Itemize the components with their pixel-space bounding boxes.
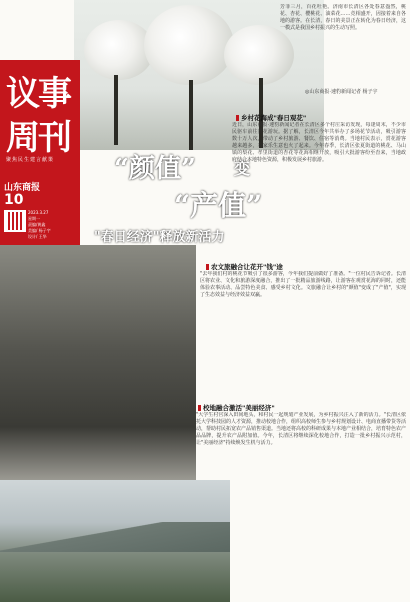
article-column-b: 近日，山东商报·速豹新闻记者在长清区多个村庄采访发现，每逢周末，不少市民驱车前往赏花游玩。据了解，长清区今年共举办了多场花节活动，吸引游客数十万人次，带动了乡村旅游、餐饮、住宿等消费。当地村民表示，赏花游客越来越多，农家乐生意也火了起来。今年春季，长清区张夏街道的桃花、马山镇的梨花、孝里街道的杏花等花海相继开放，吸引大批游客纷至沓来，当地政府结合本地特色资源，积极发展乡村旅游。 (232, 122, 406, 163)
section-heading-3: 校地融合激活"美丽经济" (198, 403, 275, 412)
masthead-title-line2: 周刊 (6, 118, 70, 158)
issue-number: 10 (4, 192, 24, 208)
section-marker (236, 115, 239, 121)
article-column-a: 芳菲三月，百花吐艳。济南市长清区各处春意盎然，桃花、杏花、樱桃花、油菜花……竞相盛开，因接着来自各地的游客。在长清，春日的美景正在转化为春日经济，这一模式是我国乡村振兴的生动写照。 (280, 4, 406, 31)
masthead-title-line1: 议事 (6, 74, 70, 114)
masthead-tagline: 聚焦民生建言献策 (6, 157, 55, 163)
section-marker (206, 264, 209, 270)
section-heading-2: 农文旅融合让花开"钱"途 (206, 262, 283, 271)
section-marker (198, 405, 201, 411)
headline-part2: “产值” (174, 189, 263, 222)
headline-subtitle: "春日经济"释放新活力 (94, 230, 225, 245)
tree-trunk (114, 75, 118, 145)
blossom-row-photo (0, 245, 196, 505)
paper-name: 山东商报 (4, 183, 41, 193)
issue-meta: 2023.3.27 星期一 责编/黄鑫 美编/ 杨子宇 设计/ 王华 (28, 210, 51, 239)
qr-code-icon[interactable] (4, 210, 26, 232)
headline-part1: “颜值” (114, 154, 196, 184)
blossom-tree (144, 5, 234, 85)
masthead (0, 60, 80, 245)
article-column-b2: "去年我们村的桃花节吸引了很多游客，今年我们提前做好了准备。"一位村民告诉记者。长清区将农业、文化和旅游深度融合，推出了一批精品旅游线路，让游客在观赏花海的同时，还能体验农事活动、品尝特色美食、感受乡村文化。文旅融合让乡村的"颜值"变成了"产值"，实现了生态效益与经济效益双赢。 (200, 271, 406, 298)
article-column-c: "大学生村官深入田间地头，和村民一起规划产业发展，为乡村振兴注入了新的活力。"长清区依托大学科技园的人才资源，推动校地合作，组织高校师生参与乡村规划设计、电商直播带货等活动，帮助村民拓宽农产品销售渠道。当地还将高校的科研成果与本地产业相结合，培育特色农产品品牌，提升农产品附加值。今年，长清区将继续深化校地合作，打造一批乡村振兴示范村，让"美丽经济"持续焕发生机与活力。 (196, 412, 406, 446)
photo-caption: ◎山东商报·速豹新闻记者 杨子宇 (305, 89, 378, 95)
section-heading-1: 乡村花海成"春日观花" (236, 113, 306, 122)
headline-part1-suffix: 变 (234, 159, 251, 178)
